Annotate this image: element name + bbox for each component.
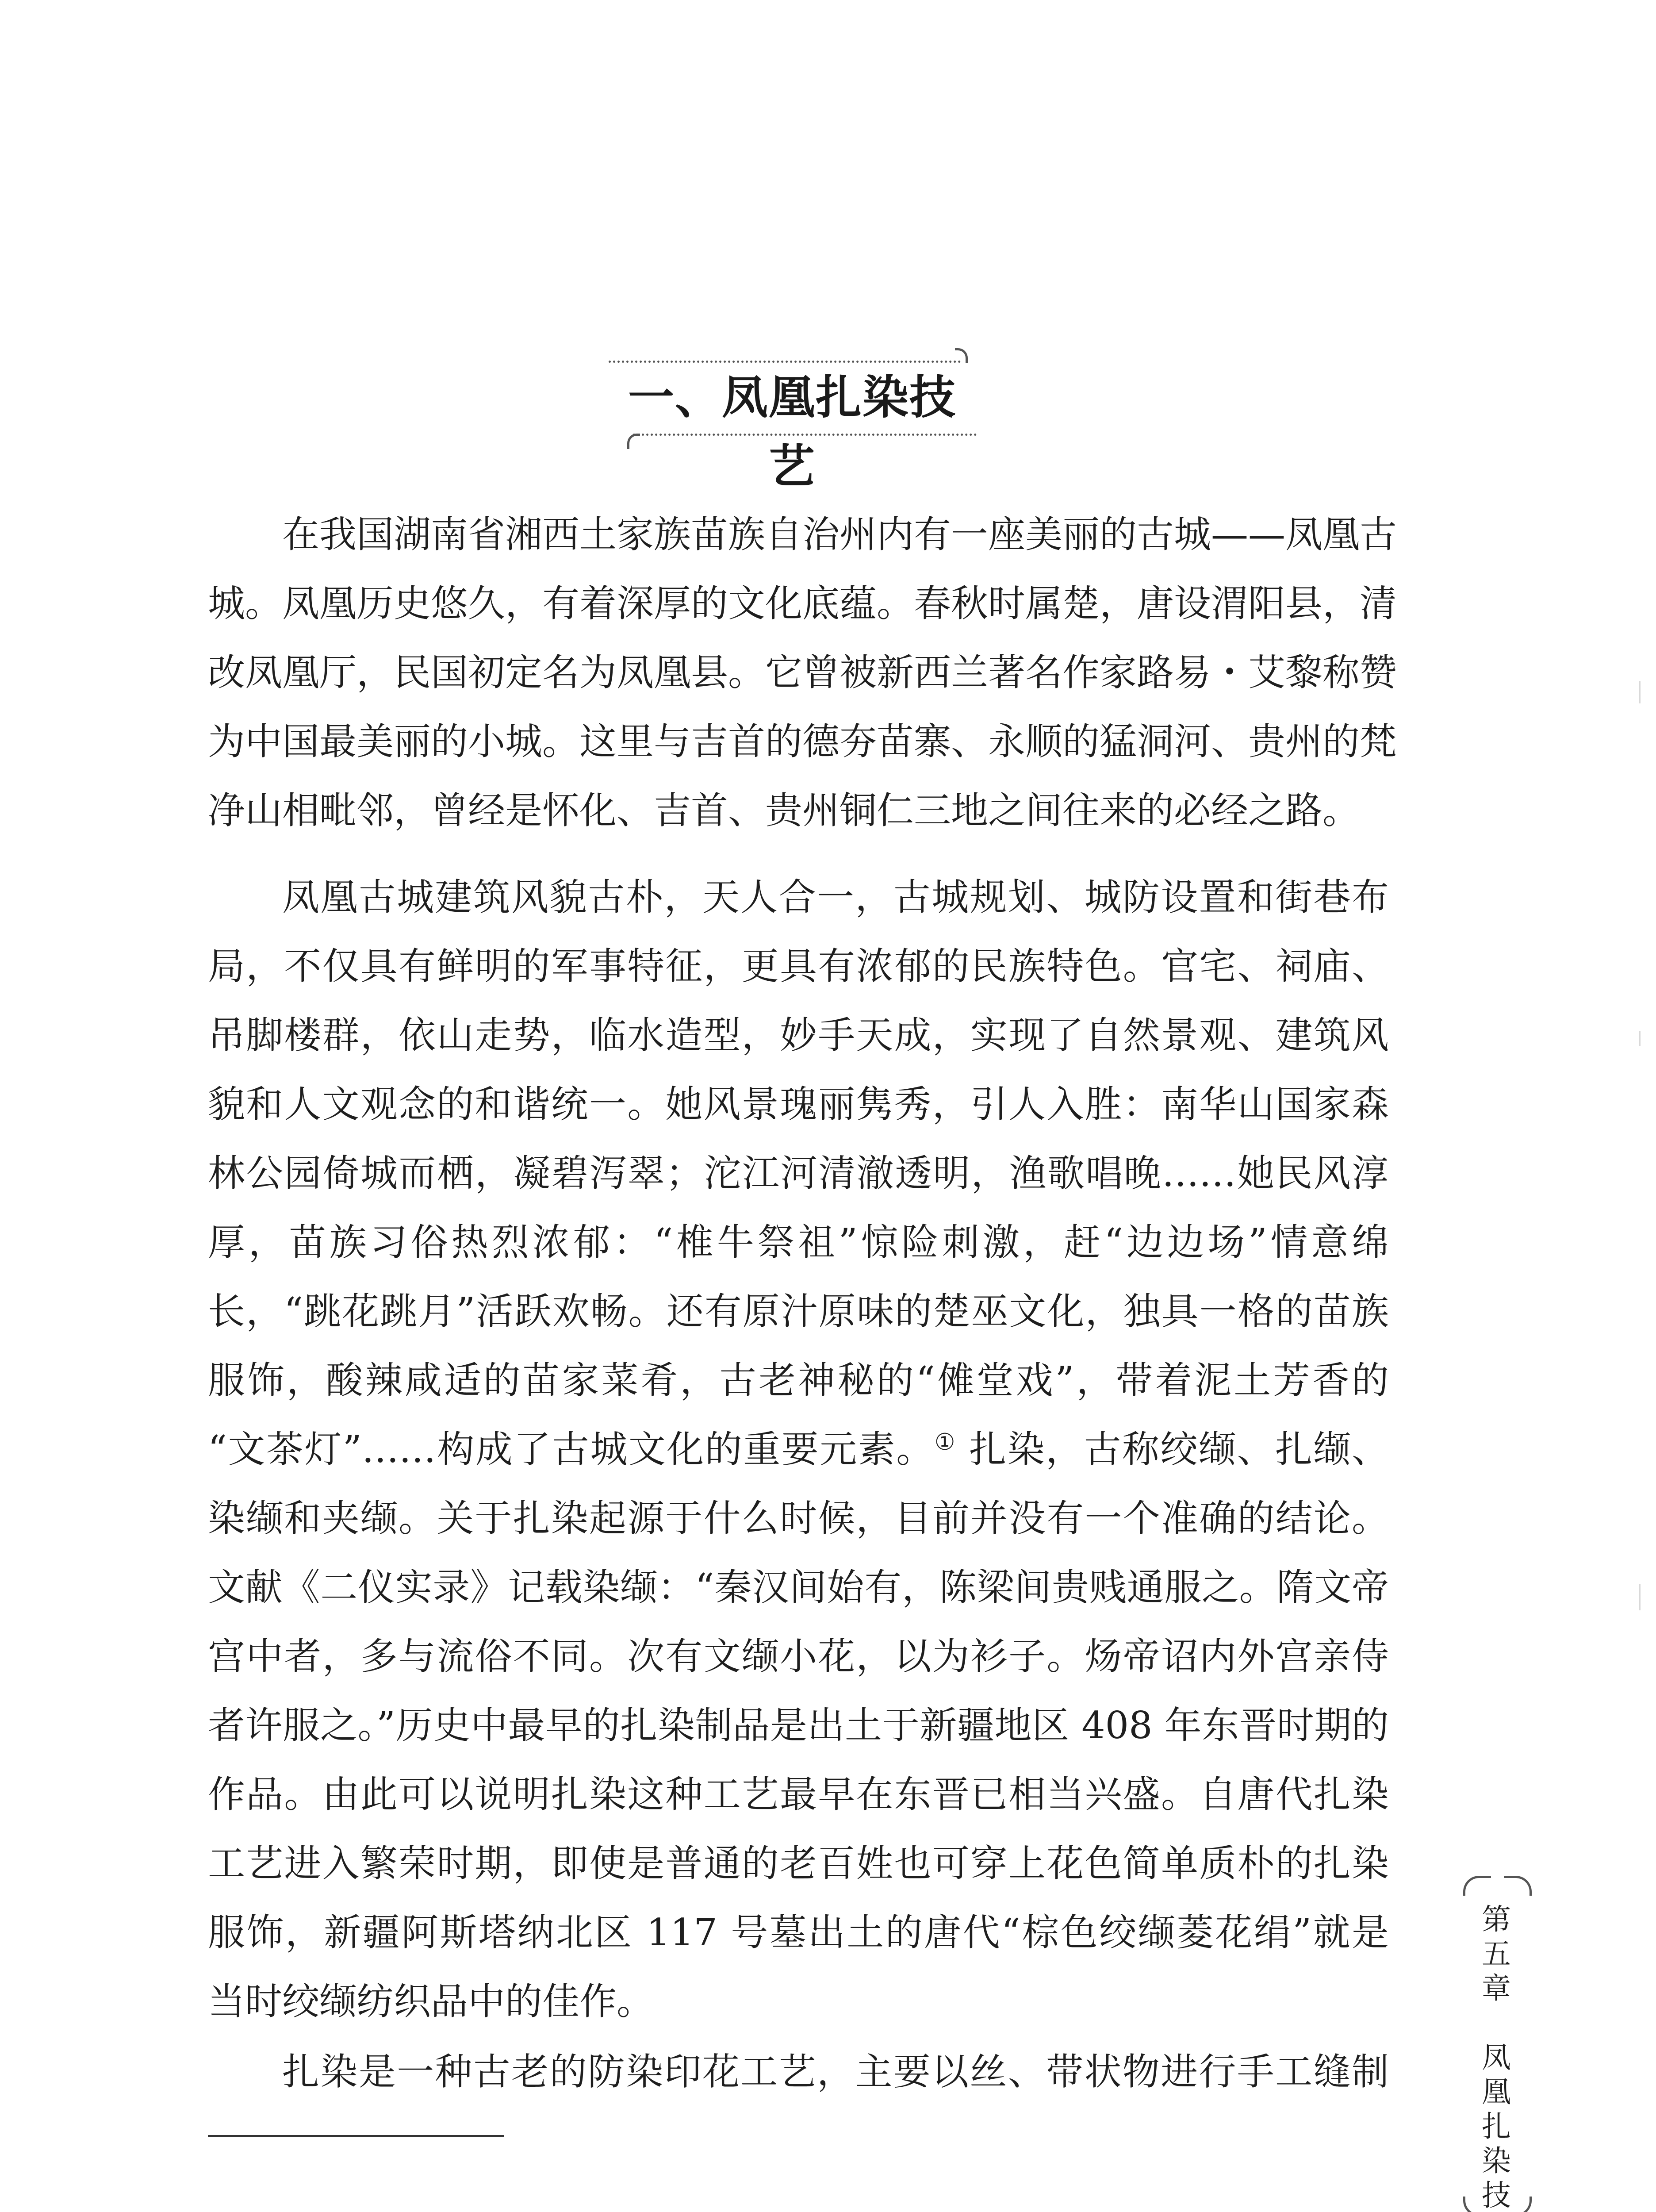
chapter-side-label: 第 五 章 凤 凰 扎 染 技 — [1482, 1902, 1511, 2212]
text-segment: “文茶灯”……构成了古城文化的重要元素。 — [208, 1428, 935, 1471]
text-line: 凤凰古城建筑风貌古朴，天人合一，古城规划、城防设置和街巷布 — [282, 876, 1389, 919]
text-line: 厚，苗族习俗热烈浓郁：“椎牛祭祖”惊险刺激，赶“边边场”情意绵 — [208, 1221, 1389, 1264]
body-paragraph-1 — [208, 500, 1397, 845]
tab-frame-top-left — [1463, 1876, 1491, 1896]
body-paragraph-2 — [208, 863, 1389, 2036]
text-line: 扎染是一种古老的防染印花工艺，主要以丝、带状物进行手工缝制 — [282, 2050, 1389, 2093]
text-line: 服饰，新疆阿斯塔纳北区 117 号墓出土的唐代“棕色绞缬菱花绢”就是 — [208, 1911, 1389, 1954]
text-line: 净山相毗邻，曾经是怀化、吉首、贵州铜仁三地之间往来的必经之路。 — [208, 789, 1360, 832]
text-line: 为中国最美丽的小城。这里与吉首的德夯苗寨、永顺的猛洞河、贵州的梵 — [208, 720, 1397, 763]
scan-mark — [1639, 1031, 1641, 1046]
scan-mark — [1639, 681, 1641, 703]
heading-frame-bottom-curl — [627, 434, 640, 449]
heading-frame-top-curl — [955, 348, 968, 363]
footnote-ref[interactable]: ① — [934, 1429, 956, 1455]
text-line: 林公园倚城而栖，凝碧泻翠；沱江河清澈透明，渔歌唱晚……她民风淳 — [208, 1152, 1389, 1195]
heading-frame-bottom-rule — [633, 434, 977, 436]
text-line: 染缬和夹缬。关于扎染起源于什么时候，目前并没有一个准确的结论。 — [208, 1497, 1389, 1540]
footnote-rule — [208, 2135, 504, 2137]
text-line: 当时绞缬纺织品中的佳作。 — [208, 1980, 654, 2023]
text-line: 宫中者，多与流俗不同。次有文缬小花，以为衫子。炀帝诏内外宫亲侍 — [208, 1635, 1389, 1678]
text-line: 局，不仅具有鲜明的军事特征，更具有浓郁的民族特色。官宅、祠庙、 — [208, 945, 1389, 988]
tab-frame-top-right — [1504, 1876, 1532, 1896]
tab-frame-bottom-left — [1463, 2197, 1491, 2212]
body-paragraph-3 — [208, 2037, 1389, 2106]
text-line: 作品。由此可以说明扎染这种工艺最早在东晋已相当兴盛。自唐代扎染 — [208, 1773, 1389, 1816]
text-segment: 扎染，古称绞缬、扎缬、 — [956, 1428, 1389, 1471]
section-title: 一、凤凰扎染技艺 — [628, 370, 956, 493]
text-line: 貌和人文观念的和谐统一。她风景瑰丽隽秀，引人入胜：南华山国家森 — [208, 1083, 1389, 1126]
text-line-with-note — [208, 1415, 1389, 1484]
tab-frame-bottom-right — [1504, 2197, 1532, 2212]
scan-mark — [1639, 1584, 1641, 1610]
text-line: 改凤凰厅，民国初定名为凤凰县。它曾被新西兰著名作家路易・艾黎称赞 — [208, 651, 1397, 694]
text-line: 文献《二仪实录》记载染缬：“秦汉间始有，陈梁间贵贱通服之。隋文帝 — [208, 1566, 1389, 1609]
text-line: 在我国湖南省湘西土家族苗族自治州内有一座美丽的古城——凤凰古 — [282, 513, 1397, 556]
text-line: 城。凤凰历史悠久，有着深厚的文化底蕴。春秋时属楚，唐设渭阳县，清 — [208, 582, 1397, 625]
text-line: 者许服之。”历史中最早的扎染制品是出土于新疆地区 408 年东晋时期的 — [208, 1704, 1389, 1747]
text-line: 吊脚楼群，依山走势，临水造型，妙手天成，实现了自然景观、建筑风 — [208, 1014, 1389, 1057]
text-line: 工艺进入繁荣时期，即使是普通的老百姓也可穿上花色简单质朴的扎染 — [208, 1842, 1389, 1885]
text-line: 长，“跳花跳月”活跃欢畅。还有原汁原味的楚巫文化，独具一格的苗族 — [208, 1290, 1389, 1333]
text-line: 服饰，酸辣咸适的苗家菜肴，古老神秘的“傩堂戏”，带着泥土芳香的 — [208, 1359, 1389, 1402]
